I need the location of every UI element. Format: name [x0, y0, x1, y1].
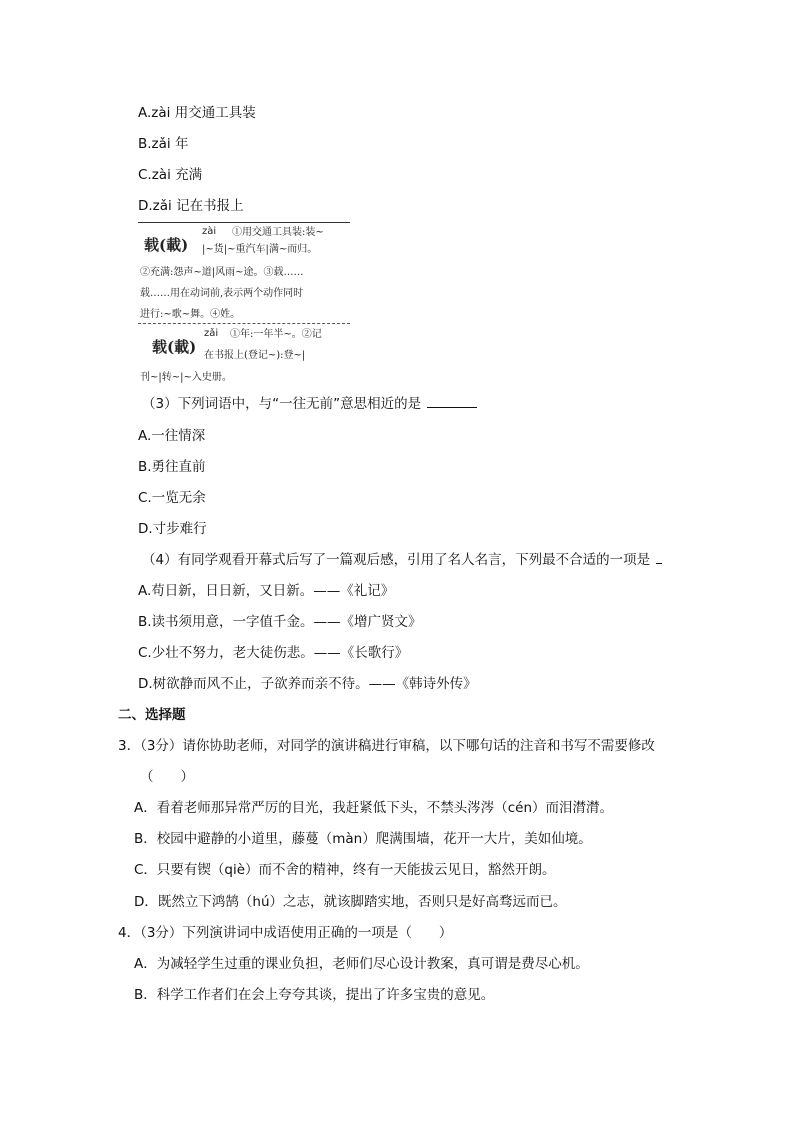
option-d: D.树欲静而风不止，子欲养而亲不待。——《韩诗外传》	[138, 676, 477, 692]
q4-sub-stem	[142, 551, 662, 569]
question-4-stem: 4．（3分）下列演讲词中成语使用正确的一项是（ ）	[118, 925, 453, 941]
option-a: A.一往情深	[138, 428, 206, 444]
dictionary-line: ①用交通工具装:装~	[232, 227, 324, 238]
dictionary-line: 进行:~歌~舞。④姓。	[140, 309, 241, 320]
option-c: C.一览无余	[138, 490, 206, 506]
dictionary-entry-image	[138, 222, 352, 386]
dictionary-head-2: 载(載)	[152, 338, 197, 356]
dictionary-line: 载……用在动词前,表示两个动作同时	[140, 288, 304, 299]
dictionary-top-rule	[138, 222, 350, 223]
answer-blank[interactable]	[427, 395, 477, 408]
section-title: 二、选择题	[118, 707, 186, 723]
option-d: D.zǎi 记在书报上	[138, 198, 244, 214]
option-c: C.zài 充满	[138, 167, 203, 183]
dictionary-pinyin-1: zài	[202, 226, 217, 237]
option-a: A．看着老师那异常严厉的目光，我赶紧低下头，不禁头涔涔（cén）而泪潸潸。	[134, 800, 614, 816]
dictionary-line: 在书报上(登记~):登~|	[204, 350, 306, 361]
q4-sub-stem-text: （4）有同学观看开幕式后写了一篇观后感，引用了名人名言，下列最不合适的一项是	[142, 552, 651, 568]
q3-sub-stem-text: （3）下列词语中，与“一往无前”意思相近的是	[142, 396, 422, 412]
option-b: B．校园中避静的小道里，藤蔓（màn）爬满围墙，花开一大片，美如仙境。	[134, 831, 592, 847]
question-3-paren: （ ）	[140, 769, 194, 785]
dictionary-line: ②充满:怨声~道|风雨~途。③载……	[140, 267, 304, 278]
option-b: B.勇往直前	[138, 459, 206, 475]
dictionary-pinyin-2: zǎi	[204, 328, 219, 339]
option-d: D．既然立下鸿鹄（hú）之志，就该脚踏实地，否则只是好高骛远而已。	[134, 894, 567, 910]
option-c: C.少壮不努力，老大徒伤悲。——《长歌行》	[138, 645, 409, 661]
dictionary-line: ①年:一年半~。②记	[230, 329, 322, 340]
dictionary-dashed-rule	[138, 323, 350, 324]
option-b: B.zǎi 年	[138, 136, 189, 152]
option-b: B．科学工作者们在会上夸夸其谈，提出了许多宝贵的意见。	[134, 987, 495, 1003]
option-d: D.寸步难行	[138, 521, 207, 537]
option-a: A．为减轻学生过重的课业负担，老师们尽心设计教案，真可谓是费尽心机。	[134, 956, 589, 972]
option-c: C．只要有锲（qiè）而不舍的精神，终有一天能拔云见日，豁然开朗。	[134, 862, 556, 878]
option-a: A.zài 用交通工具装	[138, 105, 256, 121]
answer-blank[interactable]	[656, 551, 662, 564]
option-b: B.读书须用意，一字值千金。——《增广贤文》	[138, 614, 422, 630]
option-a: A.苟日新，日日新，又日新。——《礼记》	[138, 583, 395, 599]
dictionary-line: |~货|~重汽车|满~而归。	[202, 244, 318, 255]
question-3-stem: 3．（3分）请你协助老师，对同学的演讲稿进行审稿，以下哪句话的注音和书写不需要修改	[118, 738, 655, 754]
q3-sub-stem	[142, 395, 477, 413]
dictionary-head-1: 载(載)	[144, 236, 189, 254]
dictionary-line: 刊~|转~|~入史册。	[140, 372, 232, 383]
